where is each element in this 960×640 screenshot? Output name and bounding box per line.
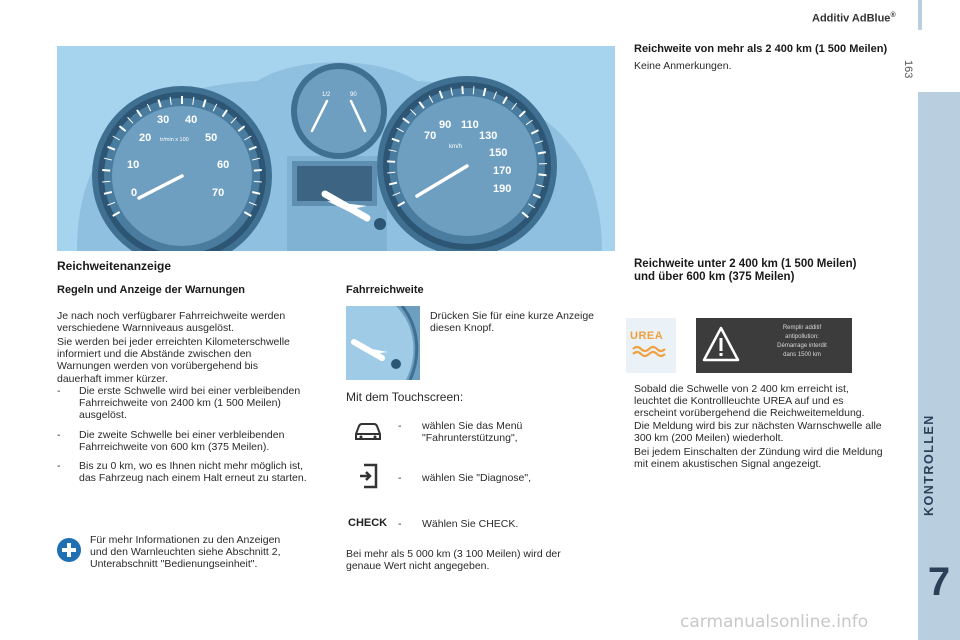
bullet-list bbox=[57, 385, 342, 484]
temp-label: 90 bbox=[350, 92, 357, 98]
middle-note: Bei mehr als 5 000 km (3 100 Meilen) wird der genaue Wert nicht angegeben. bbox=[346, 548, 561, 573]
speedo-label: 190 bbox=[493, 183, 512, 195]
speedo-label: 110 bbox=[461, 119, 479, 131]
gauge-tick bbox=[538, 152, 546, 153]
list-item: - Bis zu 0 km, wo es Ihnen nicht mehr möglich ist, das Fahrzeug nach einem Halt erneut zu starten. bbox=[57, 460, 307, 485]
list-item: - Die erste Schwelle wird bei einer verbleibenden Fahrreichweite von 2400 km (1 500 Meilen) ausgelöst. bbox=[57, 385, 301, 422]
speedo-label: 90 bbox=[439, 119, 452, 131]
right-paragraph-3: Bei jedem Einschalten der Zündung wird die Meldung mit einem akustischen Signal angezeigt. bbox=[634, 446, 883, 471]
section-title: Reichweitenanzeige bbox=[57, 259, 172, 273]
right-paragraph-1: Sobald die Schwelle von 2 400 km erreicht ist, leuchtet die Kontrollleuchte UREA auf und es erscheint vorübergehend die Reichweitemeldung. bbox=[634, 383, 865, 420]
dashboard-illustration bbox=[57, 46, 615, 251]
gauge-tick bbox=[254, 181, 262, 182]
page-header-title: Additiv AdBlue® bbox=[812, 12, 896, 25]
step-text: wählen Sie "Diagnose", bbox=[422, 472, 532, 484]
urea-lamp bbox=[626, 318, 676, 373]
diagnose-icon bbox=[358, 463, 380, 489]
left-paragraph-2: Sie werden bei jeder erreichten Kilometerschwelle informiert und die Abstände zwischen den Warnungen werden von vorübergehend bis dauerhaft immer kürzer. bbox=[57, 336, 290, 385]
check-label: CHECK bbox=[348, 517, 388, 529]
trip-button bbox=[374, 218, 386, 230]
tacho-label: 10 bbox=[127, 159, 140, 171]
urea-label: UREA bbox=[630, 330, 664, 342]
tacho-label: 30 bbox=[157, 114, 170, 126]
chapter-label: KONTROLLEN bbox=[922, 414, 936, 516]
step-text: Wählen Sie CHECK. bbox=[422, 518, 519, 530]
urea-wave-icon bbox=[632, 345, 670, 357]
speedo-unit: km/h bbox=[449, 144, 463, 150]
info-plus-icon bbox=[57, 538, 81, 562]
dashboard-svg bbox=[57, 46, 615, 251]
watermark: carmanualsonline.info bbox=[680, 612, 869, 632]
middle-subtitle: Fahrreichweite bbox=[346, 284, 424, 296]
block1-text: Keine Anmerkungen. bbox=[634, 60, 732, 72]
gauge-tick bbox=[473, 86, 474, 94]
speedo-label: 70 bbox=[424, 130, 437, 142]
fuel-label: 1/2 bbox=[322, 92, 331, 98]
chapter-number: 7 bbox=[927, 560, 951, 604]
left-subtitle: Regeln und Anzeige der Warnungen bbox=[57, 284, 246, 296]
touchscreen-title: Mit dem Touchscreen: bbox=[346, 390, 464, 404]
tacho-label: 0 bbox=[131, 187, 138, 199]
tacho-label: 50 bbox=[205, 132, 218, 144]
display-message: Remplir additif antipollution: Démarrage interdit dans 1500 km bbox=[777, 325, 827, 358]
margin-tab-line bbox=[918, 0, 922, 30]
info-note: Für mehr Informationen zu den Anzeigen und den Warnleuchten siehe Abschnitt 2, Unterabschnitt "Bedienungseinheit". bbox=[90, 534, 281, 571]
speedo-label: 150 bbox=[489, 147, 508, 159]
tacho-label: 40 bbox=[185, 114, 198, 126]
urea-warning-panel bbox=[626, 318, 852, 373]
tacho-label: 60 bbox=[217, 159, 230, 171]
block1-title: Reichweite von mehr als 2 400 km (1 500 Meilen) bbox=[634, 43, 888, 55]
block2-title: Reichweite unter 2 400 km (1 500 Meilen) und über 600 km (375 Meilen) bbox=[634, 258, 857, 283]
gauge-tick bbox=[102, 170, 110, 171]
speedo-label: 170 bbox=[493, 165, 512, 177]
tacho-label: 70 bbox=[212, 187, 225, 199]
gauge-tick bbox=[254, 170, 262, 171]
right-paragraph-2: Die Meldung wird bis zur nächsten Warnschwelle alle 300 km (200 Meilen) wiederholt. bbox=[634, 420, 882, 445]
speedo-label: 130 bbox=[479, 130, 498, 142]
gauge-tick bbox=[539, 174, 547, 175]
warning-triangle-icon bbox=[702, 325, 740, 363]
step-text: wählen Sie das Menü "Fahrunterstützung", bbox=[422, 420, 523, 445]
list-item: - Die zweite Schwelle bei einer verbleibenden Fahrreichweite von 600 km (375 Meilen). bbox=[57, 428, 285, 453]
car-icon bbox=[352, 420, 384, 442]
button-photo bbox=[346, 306, 420, 380]
left-paragraph-1: Je nach noch verfügbarer Fahrreichweite werden verschiedene Warnniveaus ausgelöst. bbox=[57, 310, 286, 335]
chapter-tab bbox=[918, 92, 960, 640]
page-number: 163 bbox=[902, 60, 914, 79]
gauge-tick bbox=[102, 181, 110, 182]
gauge-tick bbox=[387, 172, 395, 173]
display-screen bbox=[696, 318, 852, 373]
press-button-text: Drücken Sie für eine kurze Anzeige diesen Knopf. bbox=[430, 310, 595, 335]
tacho-label: 20 bbox=[139, 132, 152, 144]
tacho-unit: tr/min x 100 bbox=[160, 137, 189, 143]
